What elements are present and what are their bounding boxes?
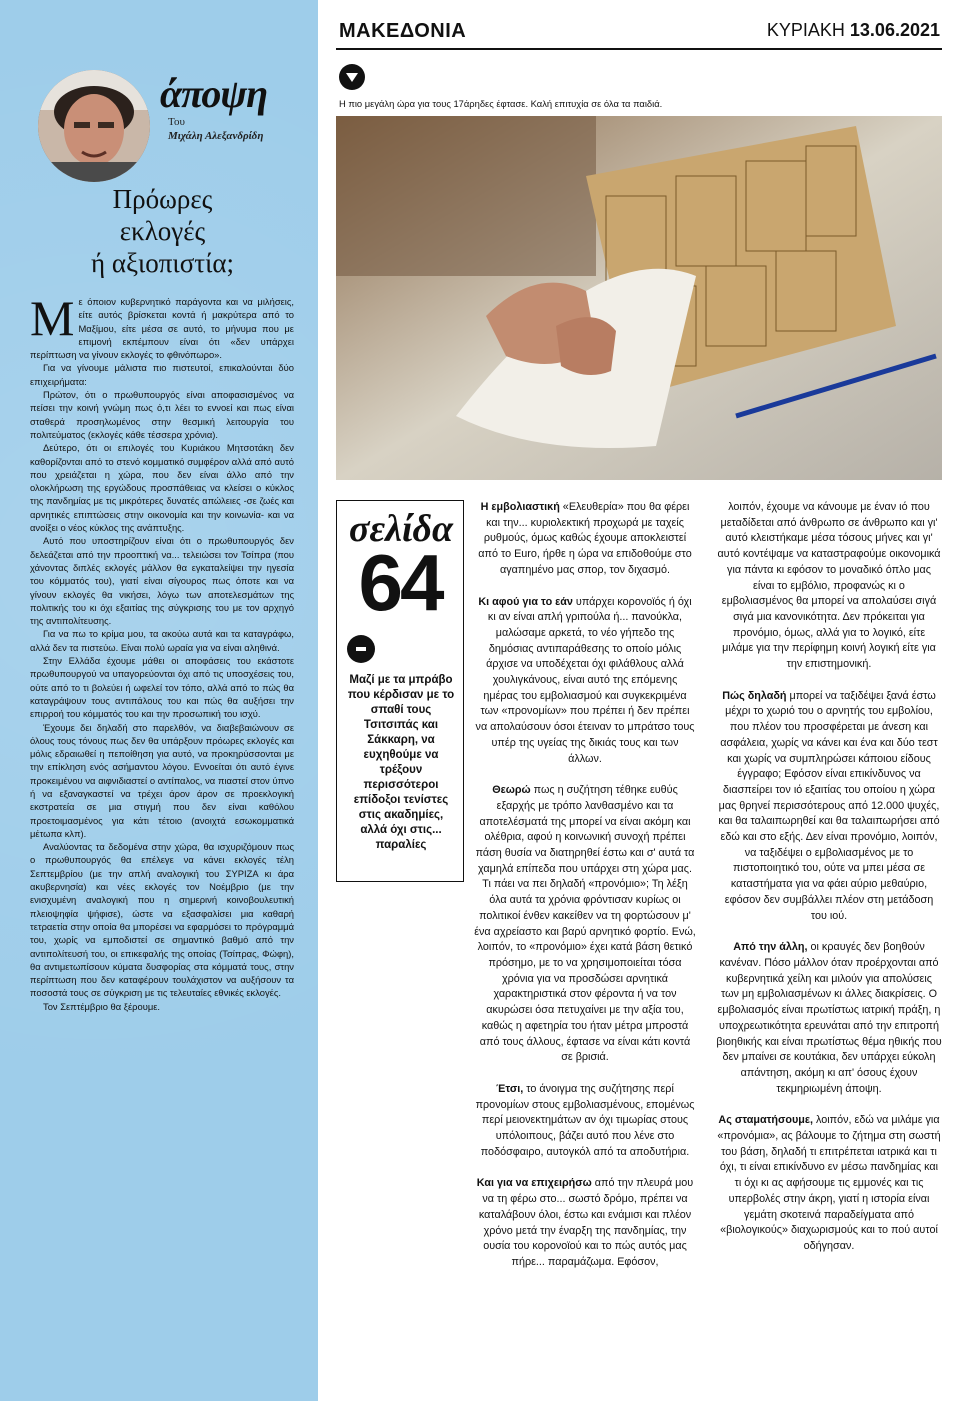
minus-circle-icon bbox=[347, 635, 375, 663]
drop-cap: Μ bbox=[30, 290, 75, 346]
opinion-paragraph: Για να πω το κρίμα μου, τα ακούω αυτά και τα καταγράφω, αλλά δεν τα πιστεύω. Είναι πολύ ωραία για να είναι αληθινά. bbox=[30, 628, 294, 653]
opinion-column bbox=[0, 0, 318, 1401]
title-line: εκλογές bbox=[119, 216, 206, 246]
column-paragraph: Κι αφού για το εάν υπάρχει κορονοϊός ή όχι κι αν είναι απλή γριπούλα ή... πανούκλα, μαλώσαμε αρκετά, το νέο γήπεδο της δημόσιας αντιπαράθεσης το οποίο μόλις άρχισε να υποδέχεται όχι φιλάθλους αλλά χουλιγκάνους, είναι αυτό της επόμενης ημέρας του εμβολιασμού και συγκεκριμένα των «προνομίων» που πρέπει ή δεν πρέπει να απολαύσουν όσοι έτειναν το μπράτσο τους υπέρ της υγείας της δικιάς τους και των άλλων. bbox=[475, 595, 695, 765]
exam-photo bbox=[336, 116, 942, 480]
arrow-down-icon bbox=[339, 64, 365, 90]
column-paragraph: Ας σταματήσουμε, λοιπόν, εδώ να μιλάμε για «προνόμια», ας βάλουμε το ζήτημα στη σωστή του βάση, δηλαδή τι επιτρέπεται ιατρικά και τι όχι, τι είναι επικίνδυνο εν μέσω πανδημίας και τι όχι κι ας αφήσουμε τις εμμονές και τις υπερβολές στην άκρη, γιατί η ιστορία είναι γεμάτη σκοτεινά παραδείγματα από «βιολογικούς» διαχωρισμούς και το πού αυτοί οδήγησαν. bbox=[717, 1114, 941, 1252]
opinion-paragraph: Αναλύοντας τα δεδομένα στην χώρα, θα ισχυριζόμουν πως ο πρωθυπουργός θα επέλεγε να κάνει εκλογές τέλη Σεπτεμβρίου (με την απλή αναλογική του ΣΥΡΙΖΑ κι άρα ακυβερνησία) και νέες εκλογές τον Νοέμβριο (με την ενισχυμένη αναλογική που η σημερινή κοινοβουλευτική πλειοψηφία ψήφισε), ώστε να εξασφαλίσει μια καθαρή τετραετία στην οποία θα μπορέσει να εφαρμόσει το πρόγραμμά του, χωρίς να εμποδιστεί σε σημαντικό βαθμό από την αντιπολίτευσή του, οι επικεφαλής της οποίας (Τσίπρας, Φώφη), θα αντιμετωπίσουν κύματα δυσφορίας στα κόμματά τους, στην περίπτωση που δεν καταφέρουν τουλάχιστον να αυξήσουν τα ποσοστά τους σε σύγκριση με τις τελευταίες εθνικές εκλογές. bbox=[30, 841, 294, 999]
issue-day: ΚΥΡΙΑΚΗ bbox=[766, 20, 845, 40]
issue-date-value: 13.06.2021 bbox=[849, 20, 940, 40]
column-paragraph: Από την άλλη, οι κραυγές δεν βοηθούν κανέναν. Πόσο μάλλον όταν προέρχονται από κυβερνητικά χείλη και μιλούν για απολύσεις των μη εμβολιασμένων κι άλλες διακρίσεις. Ο εμβολιασμός είναι πρωτίστως ιατρική πράξη, η υποχρεωτικότητα ερευνάται από την επιτροπή βιοηθικής και είναι πρωτίστως θέμα ηθικής που δεν μπαίνει σε κουτάκια, δεν υπάρχει εύκολη απάντηση, ακόμη κι απ' όσους έχουν τεκμηριωμένη άποψη. bbox=[716, 941, 942, 1095]
opinion-title bbox=[20, 183, 305, 279]
byline-author: Μιχάλη Αλεξανδρίδη bbox=[168, 130, 264, 142]
opinion-paragraph: Δεύτερο, ότι οι επιλογές του Κυριάκου Μητσοτάκη δεν καθορίζονται από το στενό κομματικό συμφέρον αλλά από αυτό που χρειάζεται η χώρα, που δεν είναι άλλο από την ολοκλήρωση της εργώδους προσπάθειας να κλείσει ο κύκλος της πανδημίας με τις μικρότερες δυνατές απώλειες -σε ζωές και αρνητικές επιπτώσεις στην οικονομία και την κοινωνία- και να ανοίξει ο νέος κύκλος της ανάπτυξης. bbox=[30, 442, 294, 534]
masthead: ΜΑΚΕΔΟΝΙΑ bbox=[339, 20, 467, 42]
opinion-paragraph: Για να γίνουμε μάλιστα πιο πιστευτοί, επικαλούνται δύο επιχειρήματα: bbox=[30, 362, 294, 387]
opinion-paragraph: Έχουμε δει δηλαδή στο παρελθόν, να διαβεβαιώνουν σε όλους τους τόνους πως δεν θα υπάρξουν πρόωρες εκλογές και μόλις εδραιωθεί η πεποίθηση για αυτό, να προκηρύσσονται με την επίκληση ενός ασήμαντου λόγου. Εννοείται ότι αυτό έγινε προκειμένου να αιφνιδιαστεί ο αντίπαλος, να πιαστεί στον ύπνο ή να εξαναγκαστεί να τρέχει άρον άρον σε προεκλογική εκστρατεία σε μια στιγμή που δεν είναι καθόλου προετοιμασμένος για κάτι τέτοιο (ανοιχτά εσωκομματικά μέτωπα κλπ). bbox=[30, 721, 294, 839]
column-paragraph: Θεωρώ πως η συζήτηση τέθηκε ευθύς εξαρχής με τρόπο λανθασμένο και τα αποτελέσματά της μπορεί να είναι ακόμη και ολέθρια, αφού η κοινωνική συνοχή πρέπει πάση θυσία να διατηρηθεί έστω και σ' αυτά τα χαμηλά επίπεδα που υπάρχει στη χώρα μας. Τι πάει να πει δηλαδή «προνόμιο»; Τη λέξη όλα αυτά τα χρόνια φρόντισαν κυρίως οι πολιτικοί ένθεν κακείθεν να τη φορτώσουν μ' ένα αχρείαστο και βαρύ αρνητικό φορτίο. Ενώ, λοιπόν, το «προνόμιο» έχει κατά βάση θετικό πρόσημο, με το να χρησιμοποιείται τόσα χρόνια για να προσδώσει αρνητικά χαρακτηριστικά στον φέροντα ή να τον ακυρώσει όσα πετυχαίνει με την αξία του, καθώς η αφετηρία του ήταν μέτρα μπροστά από τους άλλους, έφτασε να είναι κάτι κοντά σε βρισιά. bbox=[474, 784, 696, 1064]
column-paragraph: λοιπόν, έχουμε να κάνουμε με έναν ιό που μεταδίδεται από άνθρωπο σε άνθρωπο και γι' αυτό κλειστήκαμε μέσα τόσους μήνες και γι' αυτό κοντέψαμε να καταστραφούμε οικονομικά για πάντα κι εφόσον το μοναδικό όπλο μας είναι το εμβόλιο, προφανώς κι ο εμβολιασμένος θα μπορεί να απολαύσει σιγά σιγά μια κανονικότητα. Δεν πρόκειται για προνόμιο, όμως, αλλά για το λογικό, είτε μιλάμε για την περίφημη κοινή λογική είτε για την επιστημονική. bbox=[717, 501, 941, 671]
title-line: ή αξιοπιστία; bbox=[90, 248, 235, 278]
column-right bbox=[716, 500, 942, 1271]
column-middle bbox=[474, 500, 696, 1287]
opinion-paragraph: Τον Σεπτέμβριο θα ξέρουμε. bbox=[43, 1000, 161, 1012]
opinion-paragraph: Αυτό που υποστηρίζουν είναι ότι ο πρωθυπουργός δεν δελεάζεται από την προοπτική να... τελειώσει τον Τσίπρα (που χάνοντας διπλές εκλογές μάλλον θα εγκαταλείψει την ηγεσία του κόμματός του), γιατί είναι σίγουρος πως όποτε και να γίνουν εκλογές θα νικήσει, λόγω των αποτελεσμάτων της πολιτικής του κι όχι εξαιτίας της σύγκρισης του με τον αρχηγό της αντιπολίτευσης. bbox=[30, 535, 294, 627]
byline-prefix: Του bbox=[168, 116, 185, 128]
page-box-text: Μαζί με τα μπράβο που κέρδισαν με το σπαθί τους Τσιτσιπάς και Σάκκαρη, να ευχηθούμε να τρέξουν περισσότεροι επίδοξοι τενίστες στις ακαδημίες, αλλά όχι στις... παραλίες bbox=[347, 674, 455, 851]
opinion-paragraph: Με όποιον κυβερνητικό παράγοντα και να μιλήσεις, είτε αυτός βρίσκεται κοντά ή μακρύτερα από το Μαξίμου, είτε μέσα σε αυτό, το μήνυμα που με επιμονή εκπέμπουν είναι ότι «δεν υπάρχει περίπτωση να γίνουν εκλογές το φθινόπωρο». bbox=[30, 290, 294, 361]
column-paragraph: Και για να επιχειρήσω από την πλευρά μου να τη φέρω στο... σωστό δρόμο, πρέπει να καταλάβουν όλοι, έστω και ενάμισι και πλέον χρόνο μετά την έναρξη της πανδημίας, την ουσία του κορονοϊού και το πώς αυτός μας πήρε... παραμάζωμα. Εφόσον, bbox=[476, 1177, 694, 1268]
opinion-body bbox=[30, 290, 294, 1013]
header-rule bbox=[336, 48, 942, 50]
opinion-paragraph: Πρώτον, ότι ο πρωθυπουργός είναι αποφασισμένος να πείσει την κοινή γνώμη πως ό,τι λέει το εννοεί και πως είναι σταθερά προσηλωμένος στην θεσμική λειτουργία του πολιτεύματος (εκλογές κάθε τέσσερα χρόνια). bbox=[30, 389, 294, 440]
column-paragraph: Έτσι, το άνοιγμα της συζήτησης περί προνομίων στους εμβολιασμένους, επομένως περί μειονεκτημάτων αν όχι τιμωρίας στους υπόλοιπους, βάζει αυτό που λένε στο ποδόσφαιρο, αυτογκόλ από τα αποδυτήρια. bbox=[475, 1082, 695, 1158]
page-number: 64 bbox=[358, 538, 442, 627]
opinion-paragraph: Στην Ελλάδα έχουμε μάθει οι αποφάσεις του εκάστοτε πρωθυπουργού να υπαγορεύονται όχι από τις υποσχέσεις του, ούτε από το τι βολεύει ή ωφελεί τον τόπο, αλλά από το πώς θα καταγράψουν τους αντιπάλους του και πώς θα αυξήσει την επιρροή του κόμματός του και την προσωπική του ισχύ. bbox=[30, 655, 294, 720]
issue-date bbox=[767, 20, 940, 41]
author-photo bbox=[38, 70, 150, 182]
page-label: σελίδα bbox=[349, 508, 453, 550]
photo-caption: Η πιο μεγάλη ώρα για τους 17άρηδες έφτασε. Καλή επιτυχία σε όλα τα παιδιά. bbox=[339, 98, 663, 109]
page-pointer-box bbox=[336, 500, 464, 882]
column-paragraph: Η εμβολιαστική «Ελευθερία» που θα φέρει και την... κυριολεκτική προχωρά με ταχείς ρυθμούς, όμως καθώς έχουμε αποκλειστεί από το Euro, ήρθε η ώρα να επιδοθούμε στο αγαπημένο μας σπορ, τον διχασμό. bbox=[478, 501, 692, 576]
title-line: Πρόωρες bbox=[112, 184, 213, 214]
column-paragraph: Πώς δηλαδή μπορεί να ταξιδέψει ξανά έστω μέχρι το χωριό του ο αρνητής του εμβολίου, που πλέον του προσφέρεται με άνεση και ασφάλεια, χωρίς να κάνει και ένα και δύο τεστ και χωρίς να συμπληρώσει κάποιου είδους έγγραφο; Εφόσον είναι επικίνδυνος να διασπείρει τον ιό εξαιτίας του οποίου η χώρα μας θρηνεί περισσότερους από 12.000 ψυχές, και θα ταλαιπωρηθεί και θα ταλαιπωρήσει από εδώ και στο εξής. Δεν είναι προνόμιο, λοιπόν, να ταξιδέψει ο εμβολιασμένος με το πιστοποιητικό του, ούτε να μπει μέσα σε καταστήματα για να φάει αύριο μεθαύριο, εφόσον δεν συμβάλλει πλέον στη μετάδοση του ιού. bbox=[718, 689, 940, 922]
section-label: άποψη bbox=[160, 71, 268, 116]
